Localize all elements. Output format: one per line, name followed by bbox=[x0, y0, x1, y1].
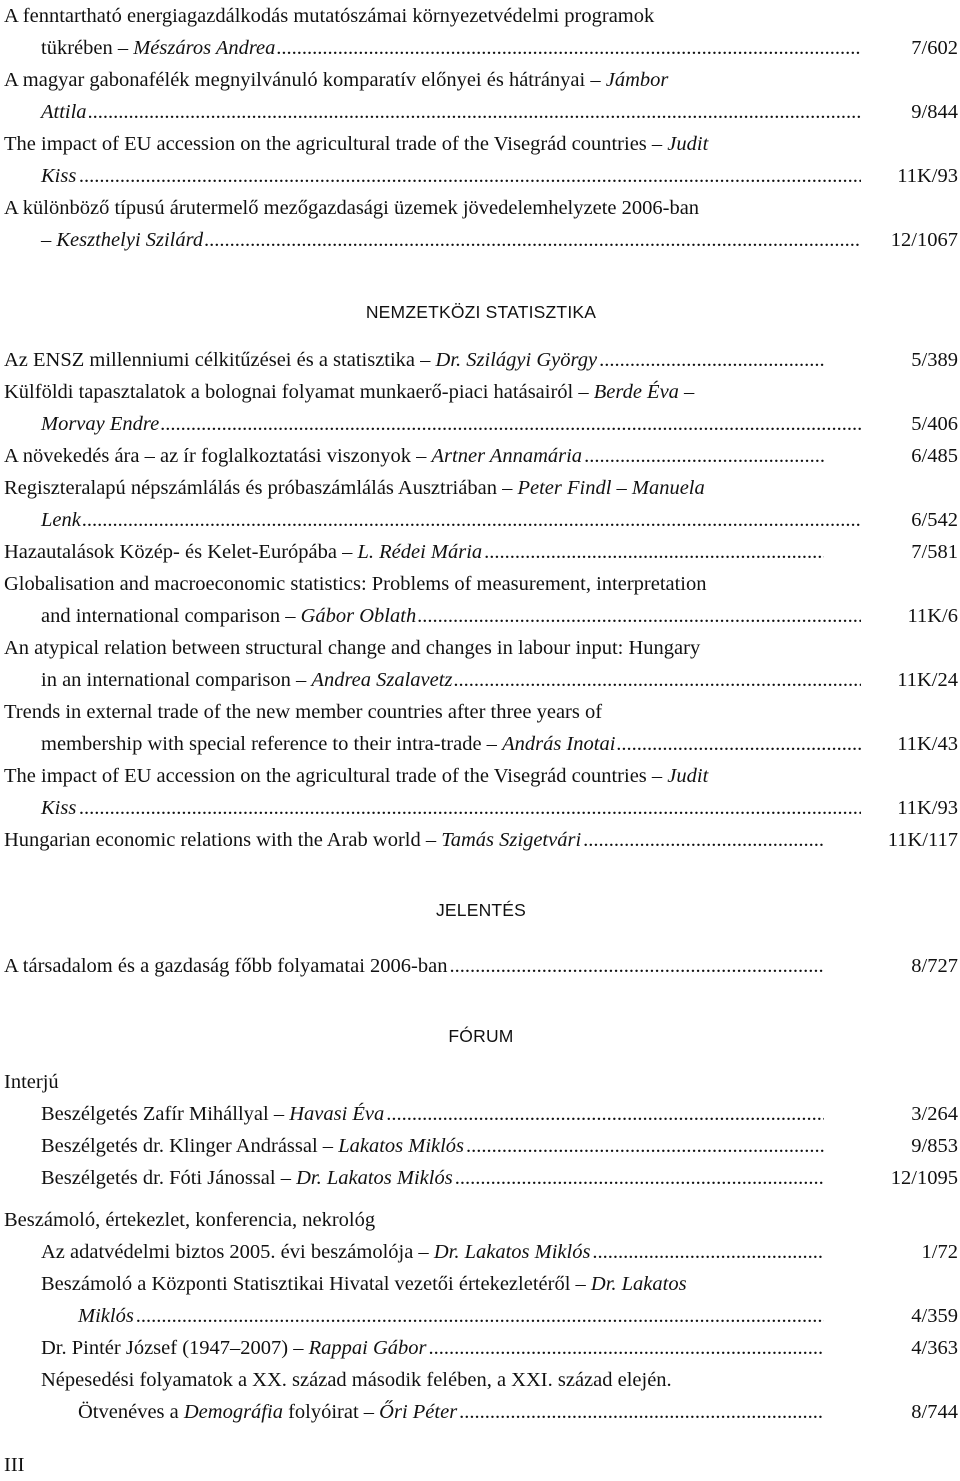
entry-title: The impact of EU accession on the agricultural trade of the Visegrád countries – bbox=[4, 765, 663, 787]
entry-title-cont: tükrében bbox=[41, 37, 113, 59]
entry-author: Dr. Lakatos Miklós bbox=[296, 1167, 453, 1189]
entry-title: A magyar gabonafélék megnyilvánuló komparatív előnyei és hátrányai – bbox=[4, 69, 601, 91]
entry-title: Hazautalások Közép- és Kelet-Európába – bbox=[4, 541, 353, 563]
entry-title: A növekedés ára – az ír foglalkoztatási viszonyok – bbox=[4, 445, 427, 467]
entry-ref: 6/485 bbox=[911, 445, 958, 467]
entry-ref: 1/72 bbox=[921, 1241, 958, 1263]
entry-author: Morvay Endre bbox=[41, 413, 160, 435]
toc-entry bbox=[4, 760, 958, 824]
entry-author: András Inotai bbox=[502, 733, 616, 755]
toc-entry bbox=[4, 1364, 958, 1428]
entry-ref: 5/389 bbox=[911, 349, 958, 371]
entry-author: Dr. Lakatos Miklós bbox=[433, 1241, 591, 1263]
entry-ref: 9/844 bbox=[911, 101, 958, 123]
toc-entry bbox=[4, 696, 958, 760]
entry-title-cont: folyóirat – bbox=[288, 1401, 375, 1423]
entry-title: A társadalom és a gazdaság főbb folyamatai 2006-ban bbox=[4, 955, 448, 977]
entry-title: The impact of EU accession on the agricultural trade of the Visegrád countries – bbox=[4, 133, 663, 155]
entry-title: Az ENSZ millenniumi célkitűzései és a statisztika – bbox=[4, 349, 431, 371]
entry-author: Attila bbox=[41, 101, 87, 123]
toc-entry bbox=[4, 344, 958, 376]
entry-author: Lenk bbox=[41, 509, 81, 531]
entry-title: Az adatvédelmi biztos 2005. évi beszámolója – bbox=[41, 1241, 429, 1263]
toc-entry bbox=[4, 568, 958, 632]
toc-entry bbox=[4, 1332, 958, 1364]
toc-entry bbox=[4, 1236, 958, 1268]
entry-author: Lakatos Miklós bbox=[338, 1135, 465, 1157]
group-heading-interju: Interjú bbox=[4, 1071, 59, 1093]
entry-author: Kiss bbox=[41, 165, 77, 187]
entry-author: Peter Findl – Manuela bbox=[517, 477, 705, 499]
entry-ref: 8/744 bbox=[911, 1401, 958, 1423]
toc-entry bbox=[4, 376, 958, 440]
entry-title: Dr. Pintér József (1947–2007) – bbox=[41, 1337, 304, 1359]
toc-entry: A fenntartható energiagazdálkodás mutatószámai környezetvédelmi programok tükrében – Mészáros Andrea ..... 7/602 bbox=[4, 0, 958, 64]
entry-author: Jámbor bbox=[605, 69, 669, 91]
entry-title: Trends in external trade of the new member countries after three years of bbox=[4, 701, 603, 723]
entry-title: An atypical relation between structural change and changes in labour input: Hungary bbox=[4, 637, 701, 659]
entry-title-cont: – bbox=[41, 229, 52, 251]
entry-title-cont: Ötvenéves a bbox=[78, 1401, 179, 1423]
toc-entry bbox=[4, 1098, 958, 1130]
entry-ref: 11K/93 bbox=[897, 797, 958, 819]
entry-author: Tamás Szigetvári bbox=[441, 829, 582, 851]
entry-author: Keszthelyi Szilárd bbox=[56, 229, 204, 251]
entry-title: A fenntartható energiagazdálkodás mutatószámai környezetvédelmi programok bbox=[4, 5, 655, 27]
entry-ref: 11K/6 bbox=[907, 605, 958, 627]
entry-author: Miklós bbox=[78, 1305, 134, 1327]
entry-ref: 5/406 bbox=[911, 413, 958, 435]
entry-author: Kiss bbox=[41, 797, 77, 819]
section-heading-nemzetkozi: NEMZETKÖZI STATISZTIKA bbox=[365, 302, 597, 322]
toc-entry bbox=[4, 950, 958, 982]
entry-author: Artner Annamária bbox=[431, 445, 583, 467]
group-heading-beszamolo: Beszámoló, értekezlet, konferencia, nekrológ bbox=[4, 1209, 376, 1231]
toc-entry bbox=[4, 536, 958, 568]
entry-ref: 7/581 bbox=[911, 541, 958, 563]
entry-author: Havasi Éva bbox=[289, 1103, 385, 1125]
entry-title-cont: in an international comparison – bbox=[41, 669, 307, 691]
entry-ref: 12/1067 bbox=[890, 229, 958, 251]
entry-author: Rappai Gábor bbox=[308, 1337, 427, 1359]
toc-entry bbox=[4, 192, 958, 256]
entry-author: Judit bbox=[667, 765, 709, 787]
toc-page bbox=[4, 0, 958, 1428]
entry-title-cont: and international comparison – bbox=[41, 605, 296, 627]
entry-ref: 6/542 bbox=[911, 509, 958, 531]
entry-author: Dr. Lakatos bbox=[590, 1273, 687, 1295]
entry-ref: 4/359 bbox=[911, 1305, 958, 1327]
toc-entry bbox=[4, 128, 958, 192]
entry-ref: 9/853 bbox=[911, 1135, 958, 1157]
section-heading-forum: FÓRUM bbox=[448, 1026, 514, 1046]
entry-author: Berde Éva – bbox=[593, 381, 695, 403]
entry-ref: 8/727 bbox=[911, 955, 958, 977]
entry-title: Népesedési folyamatok a XX. század második felében, a XXI. század elején. bbox=[41, 1369, 672, 1391]
journal-name: Demográfia bbox=[183, 1401, 283, 1423]
entry-ref: 7/602 bbox=[911, 37, 958, 59]
entry-title: Hungarian economic relations with the Arab world – bbox=[4, 829, 437, 851]
entry-ref: 11K/93 bbox=[897, 165, 958, 187]
entry-author: Gábor Oblath bbox=[300, 605, 417, 627]
toc-entry bbox=[4, 1162, 958, 1194]
entry-title: Beszélgetés Zafír Mihállyal – bbox=[41, 1103, 285, 1125]
entry-author: Őri Péter bbox=[379, 1401, 458, 1423]
entry-author: L. Rédei Mária bbox=[357, 541, 483, 563]
entry-title: Beszámoló a Központi Statisztikai Hivatal vezetői értekezletéről – bbox=[41, 1273, 586, 1295]
entry-title: Globalisation and macroeconomic statistics: Problems of measurement, interpretation bbox=[4, 573, 707, 595]
entry-title-cont: membership with special reference to their intra-trade – bbox=[41, 733, 497, 755]
entry-ref: 12/1095 bbox=[890, 1167, 958, 1189]
entry-author: Mészáros Andrea bbox=[133, 37, 276, 59]
entry-ref: 11K/117 bbox=[887, 829, 958, 851]
toc-entry bbox=[4, 472, 958, 536]
toc-entry bbox=[4, 1130, 958, 1162]
page-number: III bbox=[4, 1454, 25, 1476]
entry-ref: 11K/43 bbox=[897, 733, 958, 755]
entry-title: A különböző típusú árutermelő mezőgazdasági üzemek jövedelemhelyzete 2006-ban bbox=[4, 197, 700, 219]
entry-author: Dr. Szilágyi György bbox=[435, 349, 598, 371]
entry-ref: 3/264 bbox=[911, 1103, 958, 1125]
entry-title: Külföldi tapasztalatok a bolognai folyamat munkaerő-piaci hatásairól – bbox=[4, 381, 589, 403]
entry-title: Beszélgetés dr. Klinger Andrással – bbox=[41, 1135, 334, 1157]
entry-title: Beszélgetés dr. Fóti Jánossal – bbox=[41, 1167, 291, 1189]
section-heading-jelentes: JELENTÉS bbox=[435, 900, 527, 920]
toc-entry bbox=[4, 64, 958, 128]
toc-entry bbox=[4, 440, 958, 472]
entry-ref: 4/363 bbox=[911, 1337, 958, 1359]
entry-ref: 11K/24 bbox=[897, 669, 958, 691]
toc-entry bbox=[4, 1268, 958, 1332]
entry-author: Judit bbox=[667, 133, 709, 155]
toc-entry bbox=[4, 632, 958, 696]
entry-title: Regiszteralapú népszámlálás és próbaszámlálás Ausztriában – bbox=[4, 477, 513, 499]
toc-entry bbox=[4, 824, 958, 856]
entry-author: Andrea Szalavetz bbox=[311, 669, 453, 691]
